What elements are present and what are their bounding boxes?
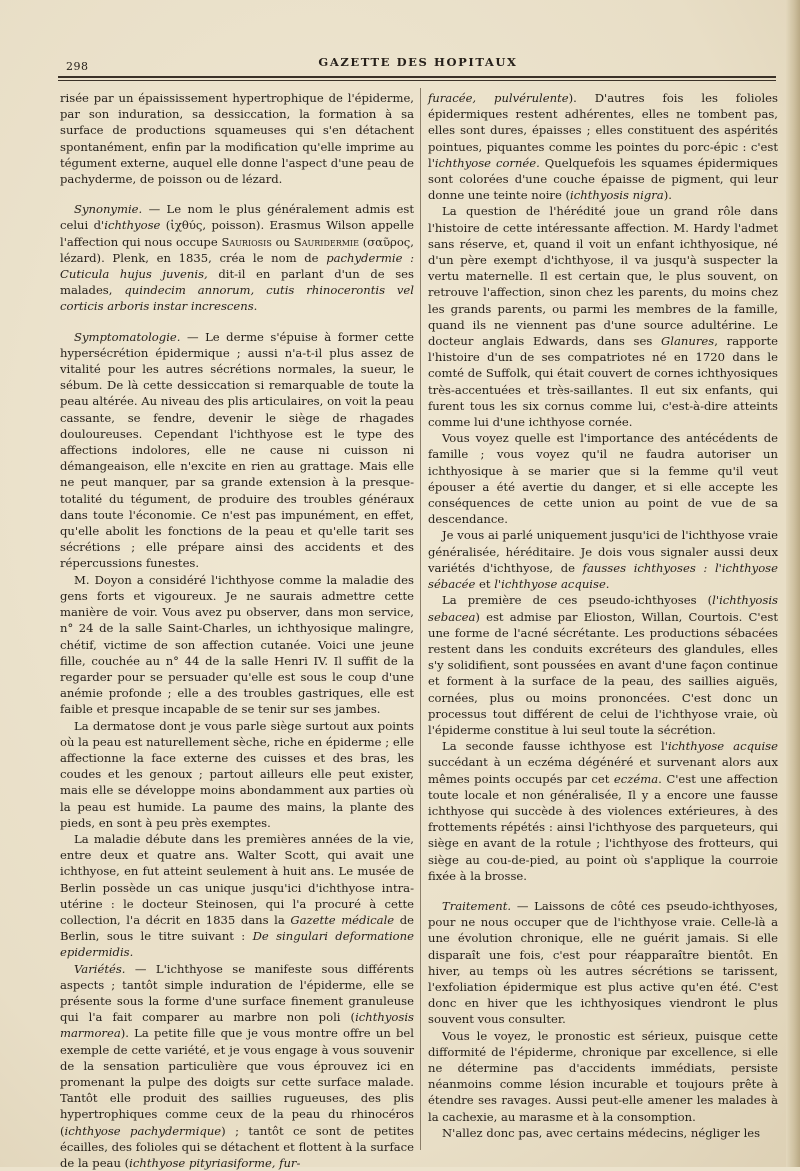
paragraph-definition: risée par un épaississement hypertrophique de l'épiderme, par son induration, sa dessiccation, la formation à sa surface de productions squameuses qui s'en détachent spontanément, enfin par la modification qu'elle imprime au tégument externe, auquel elle donne l'aspect d'une peau de pachyderme, de poisson ou de lézard. — [60, 91, 414, 187]
section-label-varietes: Variétés. — [74, 961, 126, 976]
section-label-symptomatologie: Symptomatologie. — [74, 329, 181, 344]
paragraph-heredite: La question de l'hérédité joue un grand rôle dans l'histoire de cette intéressante affection. M. Hardy l'admet sans réserve, et, quand il voit un enfant ichthyosique, né d'un père exempt d'ichthyose, il va jusqu'à suspecter la vertu maternelle. Il est certain que, le plus souvent, on retrouve l'affection, sinon chez les parents, du moins chez les grands parents, ou parmi les membres de la famille, quand ils ne viennent pas d'une source adultérine. Le docteur anglais Edwards, dans ses Glanures, rapporte l'histoire d'un de ses compatriotes né en 1720 dans le comté de Suffolk, qui était couvert de cornes ichthyosiques très-accentuées et très-saillantes. Il eut six enfants, qui furent tous les six cornus comme lui, c'est-à-dire atteints comme lui d'une ichthyose cornée. — [428, 204, 778, 430]
right-column — [428, 90, 778, 1141]
section-label-synonymie: Synonymie. — [74, 202, 143, 217]
page-number: 298 — [66, 60, 89, 73]
paragraph-pronostic: Vous le voyez, le pronostic est sérieux, puisque cette difformité de l'épiderme, chronique par excellence, si elle ne détermine pas d'accidents immédiats, persiste néanmoins comme lésion incurable et toujours prête à étendre ses ravages. Aussi peut-elle amener les malades à la cachexie, au marasme et à la consomption. — [428, 1028, 778, 1124]
journal-title: GAZETTE DES HOPITAUX — [318, 55, 518, 69]
header-rule-thin — [58, 80, 776, 81]
left-column — [60, 90, 414, 1171]
section-label-traitement: Traitement. — [442, 898, 512, 913]
paragraph-synonymie: Synonymie. — Le nom le plus généralement admis est celui d'ichthyose (ἰχθύς, poisson). Erasmus Wilson appelle l'affection qui nous occupe Sauriosis ou Sauridermie (σαῦρος, lézard). Plenk, en 1835, créa le nom de pachydermie : Cuticula hujus juvenis, dit-il en parlant d'un de ses malades, quindecim annorum, cutis rhinocerontis vel corticis arboris instar increscens. — [60, 202, 415, 314]
paragraph-symptomatologie: Symptomatologie. — Le derme s'épuise à former cette hypersécrétion épidermique ; aussi n'a-t-il plus assez de vitalité pour les autres sécrétions normales, la sueur, le sébum. De là cette dessiccation si remarquable de toute la peau altérée. Au niveau des plis articulaires, on voit la peau cassante, se fendre, devenir le siège de rhagades douloureuses. Cependant l'ichthyose est le type des affections indolores, elle ne cause ni cuisson ni démangeaison, elle n'excite en rien au grattage. Mais elle ne peut manquer, par sa grande extension à la presque-totalité du tégument, de produire des troubles généraux dans toute l'économie. Ce n'est pas impunément, en effet, qu'elle abolit les fonctions de la peau et qu'elle tarit ses sécrétions ; elle prépare ainsi des accidents et des répercussions funestes. — [60, 329, 414, 571]
page-edge — [786, 0, 800, 1167]
column-divider — [420, 88, 421, 1150]
paragraph-voyez: Vous voyez quelle est l'importance des antécédents de famille ; vous voyez qu'il ne faudra autoriser un ichthyosique à se marier que si la femme qu'il veut épouser a été avertie du danger, et si elle accepte les conséquences de cette union au point de vue de sa descendance. — [428, 431, 778, 527]
page-header — [58, 52, 778, 76]
paragraph-doyon: M. Doyon a considéré l'ichthyose comme la maladie des gens forts et vigoureux. Je ne saurais admettre cette manière de voir. Vous avez pu observer, dans mon service, n° 24 de la salle Saint-Charles, un ichthyosique malingre, chétif, victime de son affection cutanée. Voici une jeune fille, couchée au n° 44 de la salle Henri IV. Il suffit de la regarder pour se persuader qu'elle est sous le coup d'une anémie profonde ; elle a des troubles gastriques, elle est faible et presque incapable de se tenir sur ses jambes. — [60, 572, 414, 717]
paragraph-varietes: Variétés. — L'ichthyose se manifeste sous différents aspects ; tantôt simple induration de l'épiderme, elle se présente sous la forme d'une surface finement granuleuse qui l'a fait comparer au marbre non poli (ichthyosis marmorea). La petite fille que je vous montre offre un bel exemple de cette variété, et je vous engage à vous souvenir de la sensation particulière que vous éprouvez ici en promenant la pulpe des doigts sur cette surface malade. Tantôt elle produit des saillies rugueuses, des plis hypertrophiques comme ceux de la peau du rhinocéros (ichthyose pachydermique) ; tantôt ce sont de petites écailles, des folioles qui se détachent et flottent à la surface de la peau (ichthyose pityriasiforme, fur- — [60, 961, 414, 1170]
paragraph-maladie: La maladie débute dans les premières années de la vie, entre deux et quatre ans. Walter Scott, qui avait une ichthyose, en fut atteint seulement à huit ans. Le musée de Berlin possède un cas unique jusqu'ici d'ichthyose intra-utérine : le docteur Steinosen, qui l'a procuré à cette collection, l'a décrit en 1835 dans la Gazette médicale de Berlin, sous le titre suivant : De singulari deformatione epidermidis. — [60, 831, 414, 960]
paragraph-continuation: furacée, pulvérulente). D'autres fois les folioles épidermiques restent adhérentes, elles ne tombent pas, elles sont dures, épaisses ; elles constituent des aspérités pointues, piquantes comme les pointes du porc-épic : c'est l'ichthyose cornée. Quelquefois les squames épidermiques sont colorées d'une couche épaisse de pigment, qui leur donne une teinte noire (ichthyosis nigra). — [428, 91, 778, 203]
paragraph-parle: Je vous ai parlé uniquement jusqu'ici de l'ichthyose vraie généralisée, héréditaire. Je dois vous signaler aussi deux variétés d'ichthyose, de fausses ichthyoses : l'ichthyose sébacée et l'ichthyose acquise. — [428, 528, 778, 592]
paragraph-dermatose: La dermatose dont je vous parle siège surtout aux points où la peau est naturellement sèche, riche en épiderme ; elle affectionne la face externe des cuisses et des bras, les coudes et les genoux ; partout ailleurs elle peut exister, mais elle se développe moins abondamment aux parties où la peau est humide. La paume des mains, la plante des pieds, en sont à peu près exemptes. — [60, 718, 414, 830]
paragraph-premiere: La première de ces pseudo-ichthyoses (l'ichthyosis sebacea) est admise par Elioston, Willan, Courtois. C'est une forme de l'acné sécrétante. Les productions sébacées restent dans les conduits excréteurs des glandules, elles s'y solidifient, sont poussées en avant d'une façon continue et forment à la surface de la peau, des saillies aiguës, cornées, plus ou moins prononcées. C'est donc un processus tout différent de celui de l'ichthyose vraie, où l'épiderme constitue à lui seul toute la sécrétion. — [428, 593, 778, 737]
paragraph-last: N'allez donc pas, avec certains médecins, négliger les — [442, 1125, 761, 1140]
header-rule — [58, 76, 776, 78]
paragraph-traitement: Traitement. — Laissons de côté ces pseudo-ichthyoses, pour ne nous occuper que de l'ichthyose vraie. Celle-là a une évolution chronique, elle ne guérit jamais. Si elle disparaît une fois, c'est pour réapparaître bientôt. En hiver, au temps où les autres sécrétions se tarissent, l'exfoliation épidermique est plus active qu'en été. C'est donc en hiver que les ichthyosiques viendront le plus souvent vous consulter. — [428, 898, 778, 1027]
paragraph-seconde: La seconde fausse ichthyose est l'ichthyose acquise succédant à un eczéma dégénéré et survenant alors aux mêmes points occupés par cet eczéma. C'est une affection toute locale et non généralisée, Il y a encore une fausse ichthyose qui succède à des violences extérieures, à des frottements répétés : ainsi l'ichthyose des parqueteurs, qui siège en avant de la rotule ; l'ichthyose des frotteurs, qui siège au cou-de-pied, au point où s'applique la courroie fixée à la brosse. — [428, 739, 778, 883]
